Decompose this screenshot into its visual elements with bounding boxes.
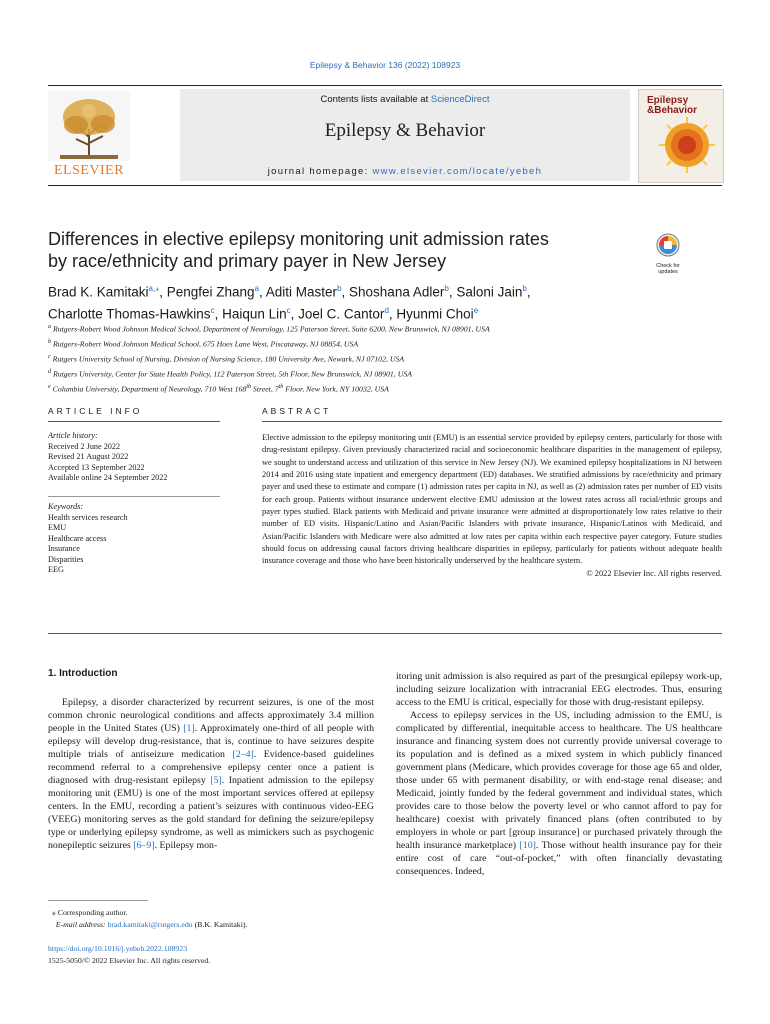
- author-separator: ,: [448, 284, 457, 300]
- footnote-email-line: [48, 919, 378, 931]
- intro-text: . Epilepsy mon-: [154, 840, 218, 851]
- affiliation-ordinal: th: [246, 384, 251, 390]
- cover-title-line2: &Behavior: [647, 105, 698, 116]
- check-updates-line1: Check for: [656, 263, 680, 269]
- author-name[interactable]: Brad K. Kamitaki: [48, 284, 149, 300]
- author-name[interactable]: Pengfei Zhang: [166, 284, 255, 300]
- footnote-star: ⁎: [51, 908, 56, 917]
- affiliation-key: d: [48, 369, 51, 375]
- author-affil-mark[interactable]: a: [254, 284, 260, 293]
- author-name[interactable]: Hyunmi Choi: [396, 306, 474, 321]
- author-affil-mark[interactable]: a,⁎: [148, 284, 160, 293]
- affiliation-item: [48, 351, 728, 366]
- reference-link[interactable]: [1]: [183, 723, 195, 734]
- header-top-rule: [48, 85, 722, 86]
- article-history-label: Article history:: [48, 431, 98, 440]
- check-for-updates-button[interactable]: [648, 232, 688, 275]
- homepage-link[interactable]: www.elsevier.com/locate/yebeh: [372, 166, 543, 177]
- author-affil-mark[interactable]: b: [337, 284, 342, 293]
- email-label: E-mail address:: [55, 920, 106, 929]
- check-updates-line2: updates: [658, 269, 678, 275]
- journal-citation[interactable]: Epilepsy & Behavior 136 (2022) 108923: [309, 60, 461, 70]
- author-separator: ,: [526, 284, 531, 300]
- article-title-line1: Differences in elective epilepsy monitoring unit admission rates: [48, 229, 549, 249]
- abstract-heading: ABSTRACT: [262, 406, 332, 416]
- affiliation-item: [48, 321, 728, 336]
- author-name[interactable]: Haiqun Lin: [222, 306, 287, 321]
- author-separator: ,: [341, 284, 350, 300]
- article-info-heading: ARTICLE INFO: [48, 406, 143, 416]
- keyword-item: EEG: [48, 565, 64, 574]
- contents-prefix: Contents lists available at: [320, 94, 429, 105]
- email-link[interactable]: brad.kamitaki@rutgers.edu: [107, 920, 193, 929]
- affiliation-text: Street, 7: [250, 384, 279, 394]
- affiliation-ordinal: th: [278, 384, 284, 390]
- author-separator: ,: [214, 306, 223, 321]
- history-item: Available online 24 September 2022: [48, 473, 168, 482]
- section-heading-introduction: 1. Introduction: [48, 668, 118, 679]
- abstract-copyright: © 2022 Elsevier Inc. All rights reserved.: [586, 568, 722, 578]
- author-affil-mark[interactable]: e: [473, 305, 479, 315]
- author-affil-mark[interactable]: c: [210, 305, 215, 315]
- email-owner: (B.K. Kamitaki).: [194, 920, 248, 929]
- homepage-prefix: journal homepage:: [267, 166, 369, 177]
- author-name[interactable]: Joel C. Cantor: [298, 306, 385, 321]
- elsevier-logo: [48, 89, 130, 181]
- intro-paragraph: [396, 709, 722, 878]
- article-info-rule: [48, 421, 220, 422]
- author-name[interactable]: Aditi Master: [265, 284, 338, 300]
- intro-text: Epilepsy, a disorder characterized by recurrent seizures, is one of the most common chronic neurological conditions and affects approximately 3.4 million people in the United States (US): [48, 697, 374, 734]
- history-item: Received 2 June 2022: [48, 441, 121, 451]
- doi-link[interactable]: https://doi.org/10.1016/j.yebeh.2022.108923: [48, 944, 188, 953]
- abstract-body: [262, 432, 722, 580]
- affiliation-key: c: [48, 354, 51, 360]
- intro-text: . Approximately one-third of all people with epilepsy will develop drug-resistance, that is, continue to have seizures despite multiple trials of antiseizure medication: [48, 723, 374, 760]
- affiliation-text: Rutgers-Robert Wood Johnson Medical School, Department of Neurology, 125 Paterson Street, Suite 6200, New Brunswick, NJ 08901, USA: [52, 324, 490, 334]
- affiliation-text: Rutgers-Robert Wood Johnson Medical School, 675 Hoes Lane West, Piscataway, NJ 08854, USA: [52, 339, 359, 349]
- keyword-item: Health services research: [48, 512, 128, 522]
- reference-link[interactable]: [6–9]: [133, 840, 155, 851]
- affiliation-item: [48, 336, 728, 351]
- author-list: [48, 280, 668, 323]
- sciencedirect-link[interactable]: ScienceDirect: [430, 94, 490, 105]
- issn-copyright: 1525-5050/© 2022 Elsevier Inc. All rights reserved.: [48, 956, 211, 965]
- author-separator: ,: [290, 306, 299, 321]
- header-bottom-rule: [48, 185, 722, 186]
- affiliation-list: [48, 321, 728, 396]
- journal-cover-image: [638, 89, 724, 183]
- keyword-item: EMU: [48, 523, 67, 532]
- history-item: Revised 21 August 2022: [48, 452, 129, 461]
- author-separator: ,: [259, 284, 266, 300]
- keyword-item: Disparities: [48, 554, 84, 564]
- article-title-line2: by race/ethnicity and primary payer in New Jersey: [48, 251, 447, 271]
- affiliation-text: Rutgers University, Center for State Health Policy, 112 Paterson Street, 5th Floor, New Brunswick, NJ 08901, USA: [52, 369, 413, 379]
- intro-text: Access to epilepsy services in the US, including admission to the EMU, is complicated by differential, inequitable access to healthcare. The US healthcare insurance and financing system does not currently provide universal coverage to its population and is defined as a mixed system in which publicly financed government plans (Medicare, which provides coverage for those age 65 and older, those under 65 with permanent disability, or with end-stage renal disease; and Medicaid, jointly funded by the federal government and individual states, which provides care to those below the poverty level or who cannot afford to pay for healthcare) coexist with privately financed plans (often contributed to by employers in whole or part [group insurance] or purchased privately through the health insurance marketplace): [396, 710, 722, 851]
- footnote-corresponding: Corresponding author.: [57, 908, 128, 917]
- front-matter-bottom-rule: [48, 633, 722, 634]
- article-title: [48, 228, 608, 272]
- contents-line: [180, 94, 630, 105]
- author-affil-mark[interactable]: b: [444, 284, 449, 293]
- doi-block: [48, 943, 210, 967]
- intro-text: . Evidence-based guidelines recommend referral to a comprehensive epilepsy center once a patient is diagnosed with drug-resistant epilepsy: [48, 749, 374, 786]
- footnote-line: [48, 907, 378, 919]
- keywords-label: Keywords:: [48, 502, 84, 511]
- author-affil-mark[interactable]: c: [286, 305, 291, 315]
- reference-link[interactable]: [10]: [519, 840, 536, 851]
- cover-art-icon: [639, 90, 723, 182]
- left-column-text: [48, 696, 374, 852]
- author-separator: ,: [388, 306, 397, 321]
- article-history: [48, 431, 220, 484]
- affiliation-text: Columbia University, Department of Neurology, 710 West 168: [52, 384, 247, 394]
- reference-link[interactable]: [5]: [210, 775, 222, 786]
- cover-title-line1: Epilepsy: [647, 95, 689, 106]
- affiliation-key: b: [48, 339, 51, 345]
- intro-paragraph: itoring unit admission is also required as part of the presurgical epilepsy work-up, including seizure localization with intracranial EEG electrodes. Thus, ensuring access to the EMU is critical, especially for those with drug-resistant epilepsy.: [396, 671, 722, 708]
- elsevier-wordmark: ELSEVIER: [53, 163, 125, 178]
- abstract-text: Elective admission to the epilepsy monitoring unit (EMU) is an essential service provided by epilepsy centers, particularly for those with drug-resistant epilepsy. Given previously characterized racial and socioeconomic healthcare disparities in the management of epilepsy, we sought to understand access and utilization of this service in New Jersey (NJ). We examined epilepsy hospitalizations in NJ between 2014 and 2016 using state inpatient and emergency department (ED) databases. We stratified admissions by race/ethnicity and primary payer and used these to estimate and compare (1) admission rates per capita in NJ, as well as (2) admission rates per number of ED visits for each group. Patients without insurance underwent elective EMU admission at the lowest rates across all racial/ethnic groups and payer types studied. Black patients with Medicaid and private insurance were admitted at disproportionately low rates relative to their number of ED visits. Hispanic/Latino and Asian/Pacific Islanders with private insurance, Hispanic/Latinos with Medicaid, and Asian/Pacific Islanders with Medicare were also admitted at low rates per capita within each respective payer category. Future studies should focus on addressing causal factors driving healthcare disparities in epilepsy, particularly for patients without adequate health insurance coverage and those who have been historically underserved by the healthcare system.: [262, 433, 722, 566]
- corresponding-author-footnote: [48, 907, 378, 931]
- author-name[interactable]: Charlotte Thomas-Hawkins: [48, 306, 211, 321]
- history-item: Accepted 13 September 2022: [48, 462, 145, 472]
- intro-paragraph: [48, 696, 374, 852]
- keyword-item: Insurance: [48, 544, 80, 553]
- affiliation-key: e: [48, 384, 51, 390]
- reference-link[interactable]: [2–4]: [232, 749, 254, 760]
- keywords-rule: [48, 496, 220, 497]
- author-separator: ,: [159, 284, 167, 300]
- keywords: [48, 502, 220, 576]
- author-name[interactable]: Saloni Jain: [456, 284, 523, 300]
- keyword-item: Healthcare access: [48, 533, 107, 543]
- check-updates-icon: [648, 232, 688, 258]
- journal-title: Epilepsy & Behavior: [324, 120, 486, 141]
- footnote-rule: [48, 900, 148, 901]
- journal-homepage: [180, 166, 630, 177]
- affiliation-item: [48, 381, 728, 396]
- affiliation-key: a: [48, 324, 51, 330]
- author-name[interactable]: Shoshana Adler: [349, 284, 445, 300]
- right-column-text: [396, 670, 722, 878]
- author-affil-mark[interactable]: b: [522, 284, 527, 293]
- affiliation-item: [48, 366, 728, 381]
- affiliation-text: Floor, New York, NY 10032, USA: [283, 384, 389, 394]
- abstract-rule: [262, 421, 722, 422]
- intro-text: . Inpatient admission to the epilepsy monitoring unit (EMU) is one of the most important services offered at epilepsy centers. In the EMU, recording a patient’s seizures with continuous video-EEG (VEEG) monitoring serves as the gold standard for defining the seizure/epilepsy type or underlying epilepsy syndrome, as well as mimickers such as psychogenic nonepileptic seizures: [48, 775, 374, 851]
- affiliation-text: Rutgers University School of Nursing, Division of Nursing Science, 180 University Ave, Newark, NJ 07102, USA: [52, 354, 405, 364]
- author-affil-mark[interactable]: d: [384, 305, 389, 315]
- intro-text: . Those without health insurance pay for their entire cost of care “out-of-pocket,” with often financially devastating consequences. Indeed,: [396, 840, 722, 877]
